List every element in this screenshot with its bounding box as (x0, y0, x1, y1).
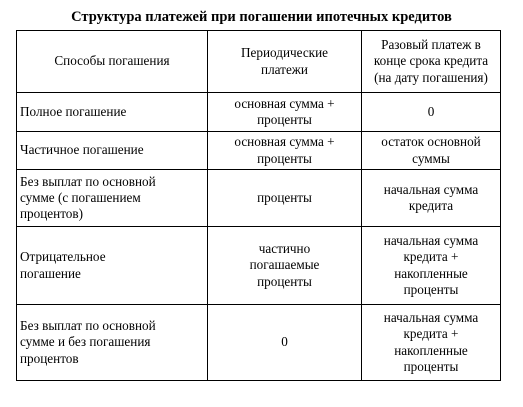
cell-lump (362, 132, 501, 170)
header-line: Разовый платеж в (381, 37, 481, 53)
cell-line: кредита + (403, 326, 459, 342)
cell-method (17, 93, 208, 132)
cell-line: процентов (20, 350, 79, 366)
header-repayment-methods (17, 31, 208, 93)
table-row (17, 305, 501, 381)
cell-line: сумме (с погашением (20, 189, 141, 205)
cell-line: основная сумма + (234, 95, 335, 111)
cell-periodic (208, 227, 362, 305)
cell-line: погашаемые (249, 257, 320, 273)
cell-line: кредита (408, 198, 454, 213)
table-row (17, 93, 501, 132)
cell-line: Без выплат по основной (20, 318, 156, 334)
cell-line: основная сумма + (234, 134, 335, 150)
payment-structure-table (16, 30, 501, 381)
header-lump-sum-payment (362, 31, 501, 93)
cell-line: проценты (257, 150, 312, 166)
table-row (17, 132, 501, 170)
cell-periodic (208, 170, 362, 227)
cell-line: проценты (257, 189, 312, 205)
cell-line: накопленные (394, 342, 468, 358)
cell-line: накопленные (394, 265, 468, 281)
cell-line: процентов) (20, 206, 84, 222)
header-periodic-payments (208, 31, 362, 93)
cell-line: Частичное погашение (20, 142, 144, 158)
cell-line: кредита + (403, 249, 459, 265)
cell-line: сумме и без погашения (20, 334, 151, 350)
cell-line: частично (258, 241, 311, 257)
header-line: Периодические (241, 45, 328, 61)
cell-method (17, 227, 208, 305)
cell-line: проценты (403, 281, 459, 297)
cell-line: проценты (257, 112, 312, 127)
cell-line: Без выплат по основной (20, 173, 156, 189)
cell-method (17, 170, 208, 227)
cell-lump (362, 227, 501, 305)
cell-line: Отрицательное (20, 249, 106, 265)
cell-line: проценты (257, 273, 312, 289)
cell-line: погашение (20, 265, 81, 281)
header-line: платежи (261, 61, 308, 77)
header-line: Способы погашения (54, 53, 170, 69)
cell-line: Полное погашение (20, 103, 127, 119)
cell-line: начальная сумма (383, 232, 479, 248)
cell-periodic (208, 305, 362, 381)
cell-line: начальная сумма (383, 309, 479, 325)
table-row (17, 170, 501, 227)
document-title: Структура платежей при погашении ипотечных кредитов (71, 9, 452, 25)
cell-method (17, 132, 208, 170)
header-line: конце срока кредита (373, 53, 489, 69)
cell-method (17, 305, 208, 381)
cell-line: 0 (281, 334, 288, 350)
cell-line: проценты (403, 358, 459, 374)
cell-lump (362, 170, 501, 227)
cell-lump (362, 93, 501, 132)
table-header-row (17, 31, 501, 93)
cell-line: начальная сумма (383, 181, 479, 197)
cell-periodic (208, 132, 362, 170)
table-row (17, 227, 501, 305)
cell-line: остаток основной (381, 134, 481, 150)
cell-line: 0 (427, 103, 435, 119)
header-line: (на дату погашения) (374, 69, 488, 85)
cell-line: суммы (412, 150, 450, 166)
cell-periodic (208, 93, 362, 132)
cell-lump (362, 305, 501, 381)
